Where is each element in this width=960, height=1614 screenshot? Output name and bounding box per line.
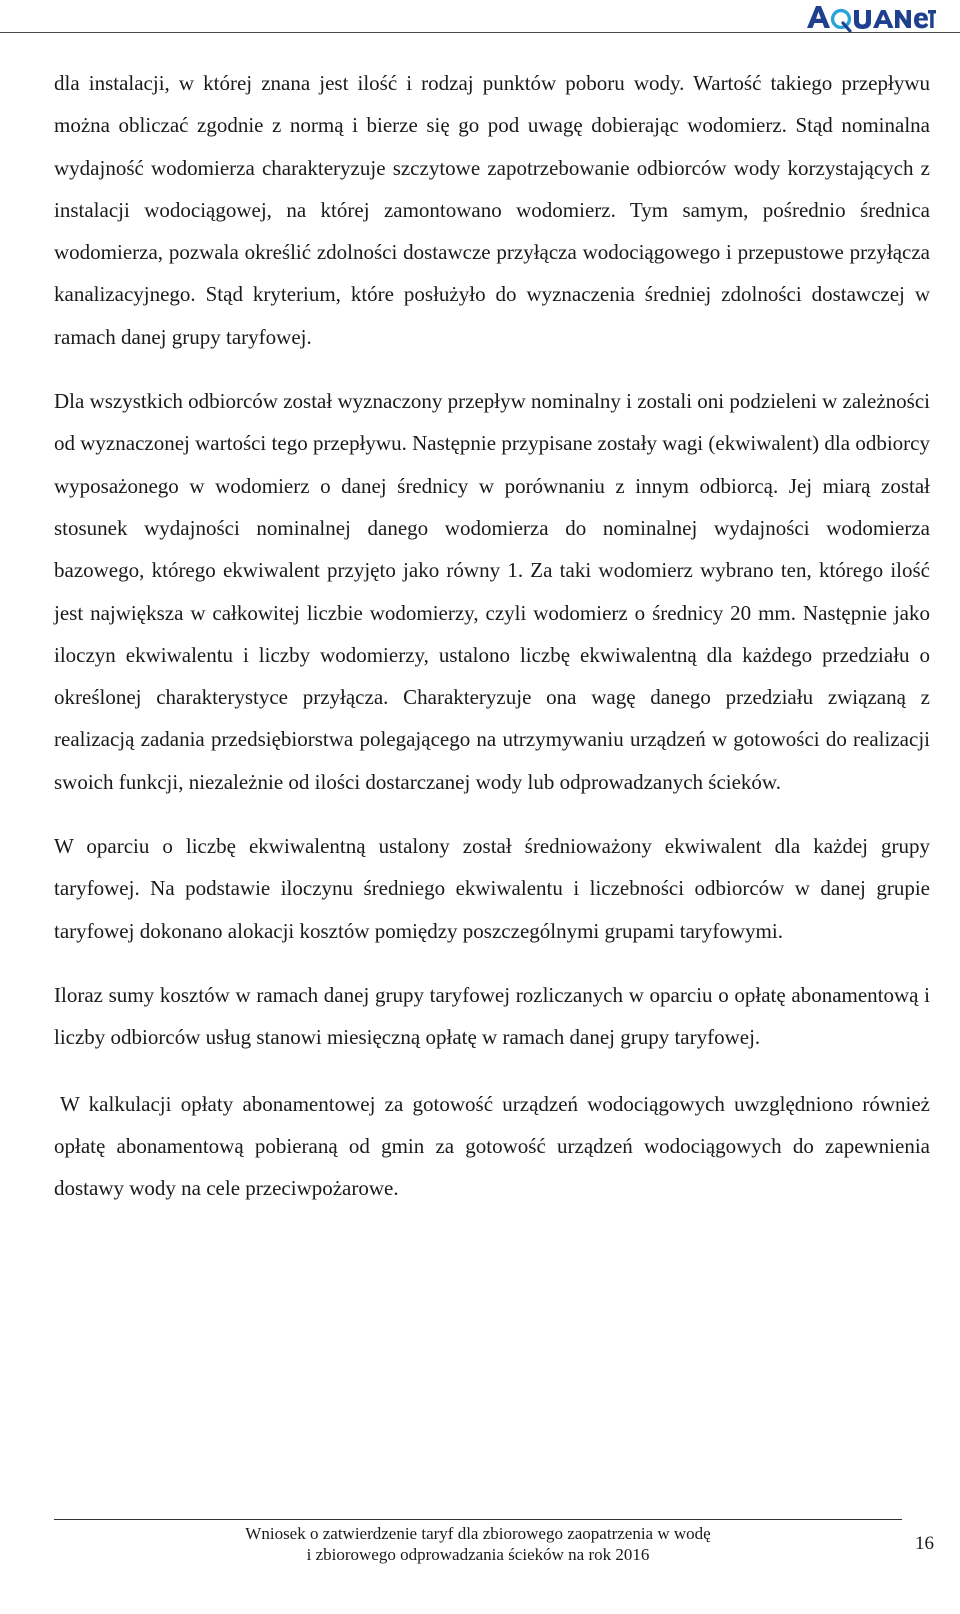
paragraph: W kalkulacji opłaty abonamentowej za gotowość urządzeń wodociągowych uwzględniono również opłatę abonamentową pobieraną od gmin za gotowość urządzeń wodociągowych do zapewnienia dostawy wody na cele przeciwpożarowe. (54, 1091, 930, 1201)
page-header (0, 0, 960, 36)
document-body (54, 62, 930, 1209)
page-number: 16 (915, 1533, 934, 1554)
footer-line-1: Wniosek o zatwierdzenie taryf dla zbiorowego zaopatrzenia w wodę (245, 1524, 711, 1543)
paragraph: W oparciu o liczbę ekwiwalentną ustalony został średnioważony ekwiwalent dla każdej grupy taryfowej. Na podstawie iloczynu średniego ekwiwalentu i liczebności odbiorców w danej grupie taryfowej dokonano alokacji kosztów pomiędzy poszczególnymi grupami taryfowymi. (54, 834, 930, 943)
paragraph: dla instalacji, w której znana jest ilość i rodzaj punktów poboru wody. Wartość takiego przepływu można obliczać zgodnie z normą i bierze się go pod uwagę dobierając wodomierz. Stąd nominalna wydajność wodomierza charakteryzuje szczytowe zapotrzebowanie odbiorców wody korzystających z instalacji wodociągowej, na której zamontowano wodomierz. Tym samym, pośrednio średnica wodomierza, pozwala określić zdolności dostawcze przyłącza wodociągowego i przepustowe przyłącza kanalizacyjnego. Stąd kryterium, które posłużyło do wyznaczenia średniej zdolności dostawczej w ramach danej grupy taryfowej. (54, 71, 930, 349)
footer-line-2: i zbiorowego odprowadzania ścieków na rok 2016 (306, 1545, 650, 1564)
header-divider (0, 32, 960, 33)
paragraph: Iloraz sumy kosztów w ramach danej grupy taryfowej rozliczanych w oparciu o opłatę abonamentową i liczby odbiorców usług stanowi miesięczną opłatę w ramach danej grupy taryfowej. (54, 982, 930, 1050)
paragraph: Dla wszystkich odbiorców został wyznaczony przepływ nominalny i zostali oni podzieleni w zależności od wyznaczonej wartości tego przepływu. Następnie przypisane zostały wagi (ekwiwalent) dla odbiorcy wyposażonego w wodomierz o danej średnicy w porównaniu z innym odbiorcą. Jej miarą został stosunek wydajności nominalnej danego wodomierza do nominalnej wydajności wodomierza bazowego, którego ekwiwalent przyjęto jako równy 1. Za taki wodomierz wybrano ten, którego ilość jest największa w całkowitej liczbie wodomierzy, czyli wodomierz o średnicy 20 mm. Następnie jako iloczyn ekwiwalentu i liczby wodomierzy, ustalono liczbę ekwiwalentną dla każdego przedziału o określonej charakterystyce przyłącza. Charakteryzuje ona wagę danego przedziału związaną z realizacją zadania przedsiębiorstwa polegającego na utrzymywaniu urządzeń w gotowości do realizacji swoich funkcji, niezależnie od ilości dostarczanej wody lub odprowadzanych ścieków. (54, 389, 930, 794)
aquanet-logo (804, 2, 936, 34)
footer-title (54, 1523, 902, 1565)
footer-divider (54, 1519, 902, 1520)
